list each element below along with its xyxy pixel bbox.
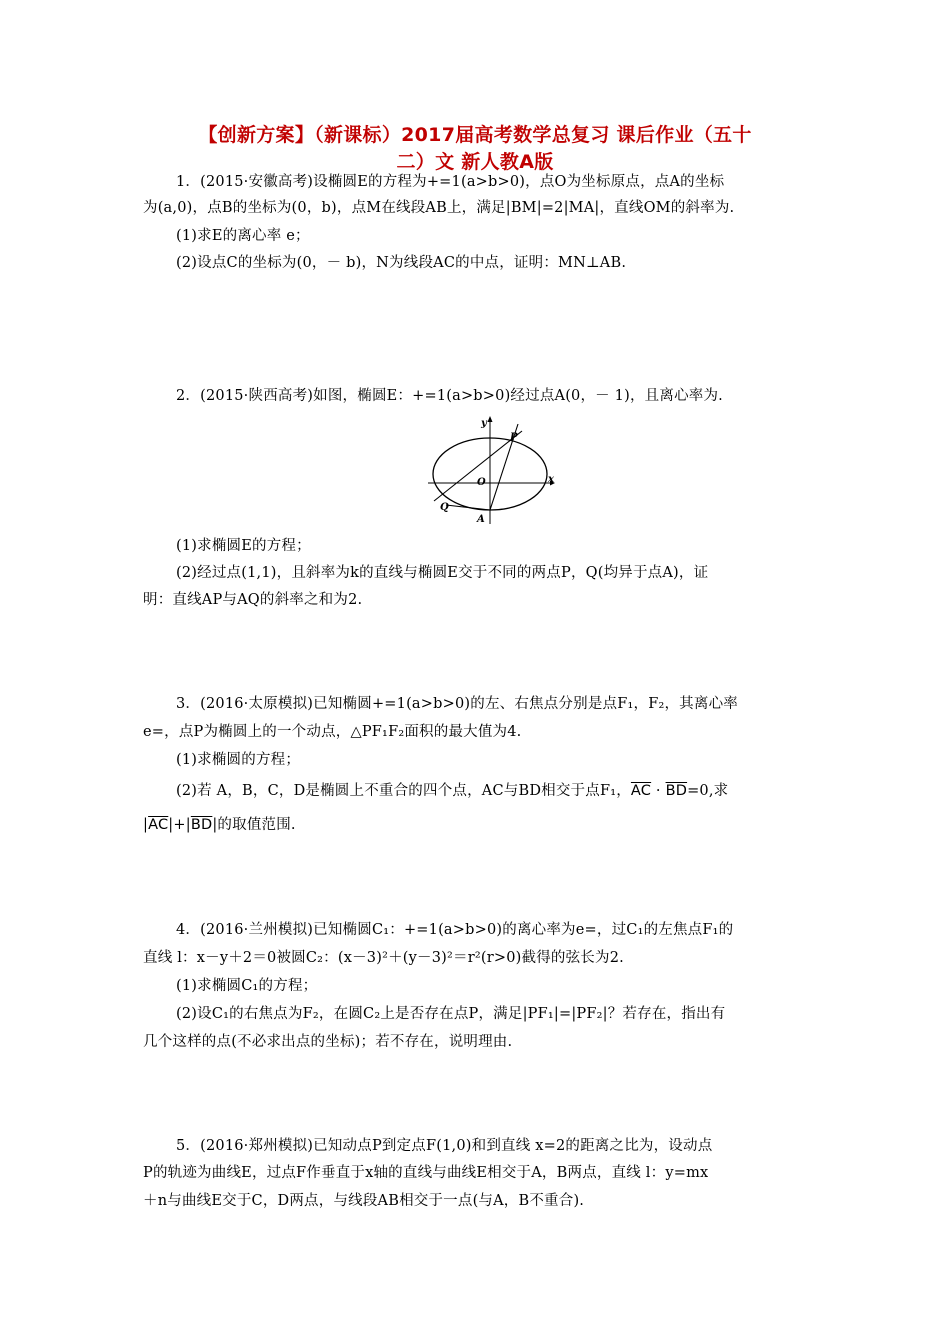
problem-4-part-1: (1)求椭圆C₁的方程； xyxy=(176,978,318,994)
line-pq xyxy=(434,431,522,501)
problem-1-line-2: 为(a,0)，点B的坐标为(0，b)，点M在线段AB上，满足|BM|=2|MA|，直线OM的斜率为. xyxy=(143,200,735,216)
problem-3-part-2-cont xyxy=(143,815,813,835)
problem-2-part-1: (1)求椭圆E的方程； xyxy=(176,538,311,554)
problem-4-line-2: 直线 l：x－y＋2＝0被圆C₂：(x－3)²＋(y－3)²＝r²(r>0)截得的弦长为2. xyxy=(143,950,624,966)
label-q: Q xyxy=(440,502,449,513)
label-p: P xyxy=(510,432,518,443)
problem-1-part-1: (1)求E的离心率 e； xyxy=(176,228,310,244)
problem-1-line-1: 1．(2015·安徽高考)设椭圆E的方程为+=1(a>b>0)，点O为坐标原点，点A的坐标 xyxy=(176,174,725,190)
problem-4-part-2-cont: 几个这样的点(不必求出点的坐标)；若不存在，说明理由. xyxy=(143,1034,513,1050)
problem-3-part-2-end: =0,求 xyxy=(687,783,729,799)
problem-3-line-1: 3．(2016·太原模拟)已知椭圆+=1(a>b>0)的左、右焦点分别是点F₁，F₂，其离心率 xyxy=(176,696,738,712)
problem-3-part-2-text: (2)若 A，B，C，D是椭圆上不重合的四个点，AC与BD相交于点F₁， xyxy=(176,783,631,799)
ellipse-figure xyxy=(410,410,570,530)
problem-3-tail: |的取值范围. xyxy=(212,817,296,833)
problem-4-part-2: (2)设C₁的右焦点为F₂，在圆C₂上是否存在点P，满足|PF₁|=|PF₂|？若存在，指出有 xyxy=(176,1006,726,1022)
problem-5-line-3: ＋n与曲线E交于C，D两点，与线段AB相交于一点(与A，B不重合). xyxy=(143,1193,585,1209)
label-o: O xyxy=(477,477,486,488)
label-y: y xyxy=(481,418,487,429)
problem-5-line-2: P的轨迹为曲线E，过点F作垂直于x轴的直线与曲线E相交于A，B两点，直线 l：y=mx xyxy=(143,1165,709,1181)
vector-bd: $\overline{BD}$ xyxy=(665,783,688,799)
problem-5-line-1: 5．(2016·郑州模拟)已知动点P到定点F(1,0)和到直线 x=2的距离之比为，设动点 xyxy=(176,1138,713,1154)
vector-ac: $\overline{AC}$ xyxy=(630,783,652,799)
title-line-1: 【创新方案】（新课标）2017届高考数学总复习 课后作业（五十 xyxy=(198,124,752,146)
problem-2-part-2: (2)经过点(1,1)，且斜率为k的直线与椭圆E交于不同的两点P，Q(均异于点A)，证 xyxy=(176,565,709,581)
label-a: A xyxy=(477,514,485,525)
abs-bar-open: | xyxy=(143,817,149,833)
ellipse-diagram xyxy=(410,410,570,530)
vector-ac-abs: $\overline{AC}$ xyxy=(148,817,169,833)
vector-bd-abs: $\overline{BD}$ xyxy=(190,817,213,833)
label-x: x xyxy=(548,474,554,485)
problem-1-part-2: (2)设点C的坐标为(0，－ b)，N为线段AC的中点，证明：MN⊥AB. xyxy=(176,255,627,271)
line-aq xyxy=(446,505,490,510)
problem-2-part-2-cont: 明：直线AP与AQ的斜率之和为2. xyxy=(143,592,363,608)
y-axis-arrow xyxy=(488,416,493,422)
problem-2-line-1: 2．(2015·陕西高考)如图，椭圆E：+=1(a>b>0)经过点A(0，－ 1)，且离心率为. xyxy=(176,388,723,404)
abs-plus: |+| xyxy=(168,817,191,833)
problem-4-line-1: 4．(2016·兰州模拟)已知椭圆C₁：+=1(a>b>0)的离心率为e=，过C₁的左焦点F₁的 xyxy=(176,922,734,938)
problem-3-part-1: (1)求椭圆的方程； xyxy=(176,752,301,768)
problem-3-line-2: e=，点P为椭圆上的一个动点，△PF₁F₂面积的最大值为4. xyxy=(143,724,522,740)
title-line-2: 二）文 新人教A版 xyxy=(396,151,554,173)
dot-operator: · xyxy=(651,783,666,799)
problem-3-part-2 xyxy=(176,781,846,801)
document-title xyxy=(130,122,820,176)
